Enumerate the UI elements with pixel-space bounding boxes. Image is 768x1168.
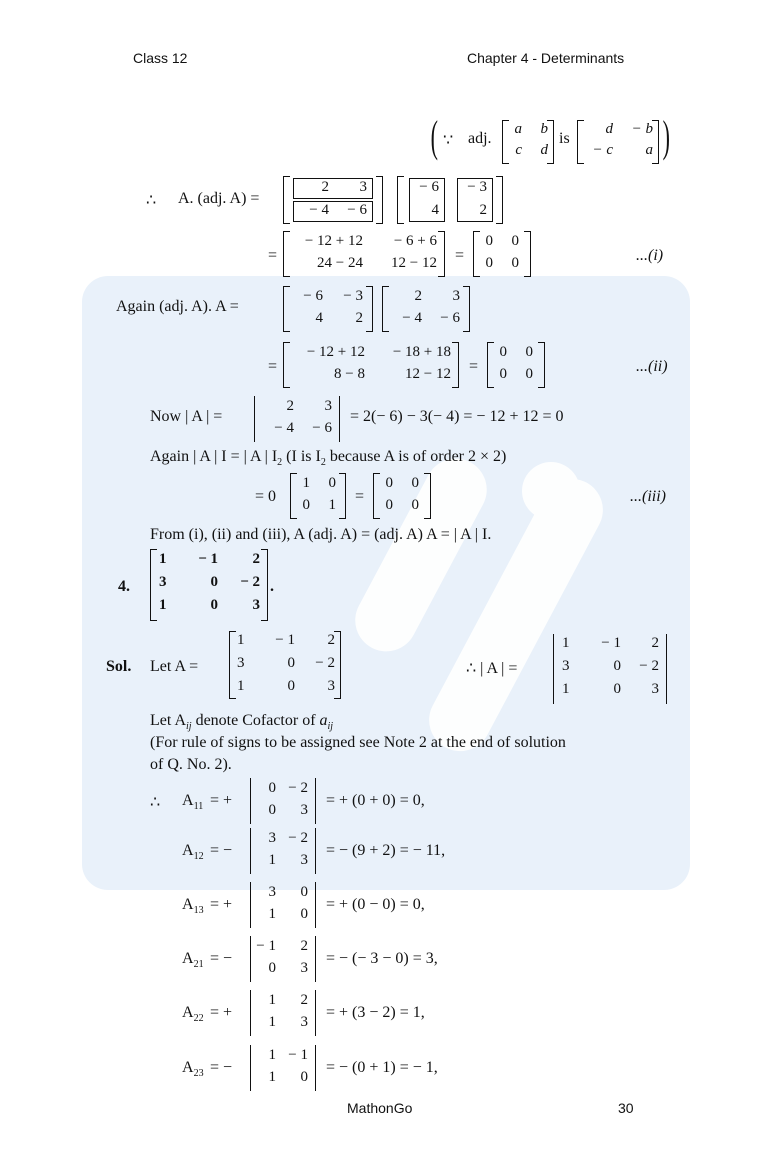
- footer-page-number: 30: [618, 1100, 634, 1116]
- solution-let: Let A =: [150, 658, 199, 675]
- eq3-lhs: Now | A | =: [150, 408, 223, 425]
- eq2-lhs: Again (adj. A). A =: [116, 298, 239, 315]
- matrix-zero-3: 0 0 0 0: [373, 473, 431, 519]
- cofactor-sign: = +: [210, 1004, 233, 1021]
- cofactor-det: − 1 2 0 3: [250, 936, 316, 982]
- cofactor-det: 0 − 2 0 3: [250, 778, 316, 824]
- eq2-equals-2: =: [469, 358, 479, 375]
- tag-i: ...(i): [636, 247, 664, 264]
- cofactor-name: $A_{22}$: [182, 1004, 204, 1025]
- question-number: 4.: [118, 578, 130, 595]
- cofactor-result: = − (− 3 − 0) = 3,: [326, 950, 438, 967]
- cofactor-therefore: ∴: [150, 794, 161, 811]
- cofactor-result: = − (0 + 1) = − 1,: [326, 1059, 438, 1076]
- eq1-lhs: A. (adj. A) =: [178, 190, 260, 207]
- cofactor-det: 1 − 1 1 0: [250, 1045, 316, 1091]
- solution-det-A: 1 − 1 2 3 0 − 2 1 0 3: [553, 634, 667, 704]
- solution-label: Sol.: [106, 658, 132, 675]
- cofactor-intro-line2: (For rule of signs to be assigned see Note 2 at the end of solution: [150, 734, 566, 751]
- eq4-text: Again | A | I = | A | $I_2$ (I is $I_2$ because A is of order 2 × 2): [150, 448, 507, 469]
- cofactor-det: 3 0 1 0: [250, 882, 316, 928]
- matrix-zero-1: 0 0 0 0: [473, 231, 531, 277]
- cofactor-sign: = +: [210, 896, 233, 913]
- cofactor-result: = + (3 − 2) = 1,: [326, 1004, 425, 1021]
- cofactor-name: $A_{23}$: [182, 1059, 204, 1080]
- cofactor-result: = − (9 + 2) = − 11,: [326, 842, 446, 859]
- matrix-product-2: − 12 + 12 − 18 + 18 8 − 8 12 − 12: [283, 342, 459, 388]
- matrix-adjA: − 6 − 3 4 2: [283, 286, 373, 332]
- matrix-adjA-boxed: − 6 − 3 4 2: [397, 176, 503, 224]
- watermark-dot: [522, 462, 580, 520]
- cofactor-sign: = +: [210, 792, 233, 809]
- eq3-rhs: = 2(− 6) − 3(− 4) = − 12 + 12 = 0: [350, 408, 564, 425]
- det-A: 2 3 − 4 − 6: [254, 396, 340, 442]
- cofactor-name: $A_{12}$: [182, 842, 204, 863]
- question-dot: .: [270, 578, 274, 595]
- cofactor-det: 1 2 1 3: [250, 990, 316, 1036]
- header-class: Class 12: [133, 50, 188, 66]
- cofactor-det: 3 − 2 1 3: [250, 828, 316, 874]
- is-label: is: [559, 130, 570, 147]
- adj-rule-matrix-2: d − b − c a: [577, 120, 659, 164]
- solution-detA-label: ∴ | A | =: [466, 660, 518, 677]
- cofactor-sign: = −: [210, 1059, 233, 1076]
- footer-brand: MathonGo: [347, 1100, 413, 1116]
- cofactor-name: $A_{21}$: [182, 950, 204, 971]
- cofactor-name: $A_{11}$: [182, 792, 204, 813]
- eq5-lhs: = 0: [255, 488, 277, 505]
- therefore-symbol: ∴: [146, 192, 157, 209]
- matrix-A-boxed: 2 3 − 4 − 6: [283, 176, 383, 224]
- matrix-zero-2: 0 0 0 0: [487, 342, 545, 388]
- eq1-equals: =: [268, 247, 278, 264]
- adj-rule-matrix-1: a b c d: [502, 120, 554, 164]
- cofactor-name: $A_{13}$: [182, 896, 204, 917]
- paren-close: ): [662, 112, 670, 161]
- paren-open: (: [430, 112, 438, 161]
- matrix-identity: 1 0 0 1: [290, 473, 346, 519]
- adj-label: adj.: [468, 130, 492, 147]
- eq1-equals-2: =: [455, 247, 465, 264]
- matrix-A: 2 3 − 4 − 6: [382, 286, 470, 332]
- cofactor-intro-line3: of Q. No. 2).: [150, 756, 232, 773]
- eq5-equals: =: [355, 488, 365, 505]
- solution-matrix-A: 1 − 1 2 3 0 − 2 1 0 3: [229, 631, 341, 699]
- cofactor-result: = + (0 + 0) = 0,: [326, 792, 425, 809]
- eq2-equals: =: [268, 358, 278, 375]
- cofactor-intro-line1: Let $A_{ij}$ denote Cofactor of $a_{ij}$: [150, 712, 334, 733]
- question-matrix: 1 − 1 2 3 0 − 2 1 0 3: [150, 549, 268, 621]
- because-symbol: ∵: [443, 132, 454, 149]
- cofactor-result: = + (0 − 0) = 0,: [326, 896, 425, 913]
- adj-rule-note: [431, 114, 669, 168]
- tag-ii: ...(ii): [636, 358, 668, 375]
- cofactor-sign: = −: [210, 950, 233, 967]
- conclusion: From (i), (ii) and (iii), A (adj. A) = (adj. A) A = | A | I.: [150, 526, 492, 543]
- tag-iii: ...(iii): [630, 488, 666, 505]
- cofactor-sign: = −: [210, 842, 233, 859]
- header-chapter: Chapter 4 - Determinants: [467, 50, 625, 66]
- matrix-product-1: − 12 + 12 − 6 + 6 24 − 24 12 − 12: [283, 231, 445, 277]
